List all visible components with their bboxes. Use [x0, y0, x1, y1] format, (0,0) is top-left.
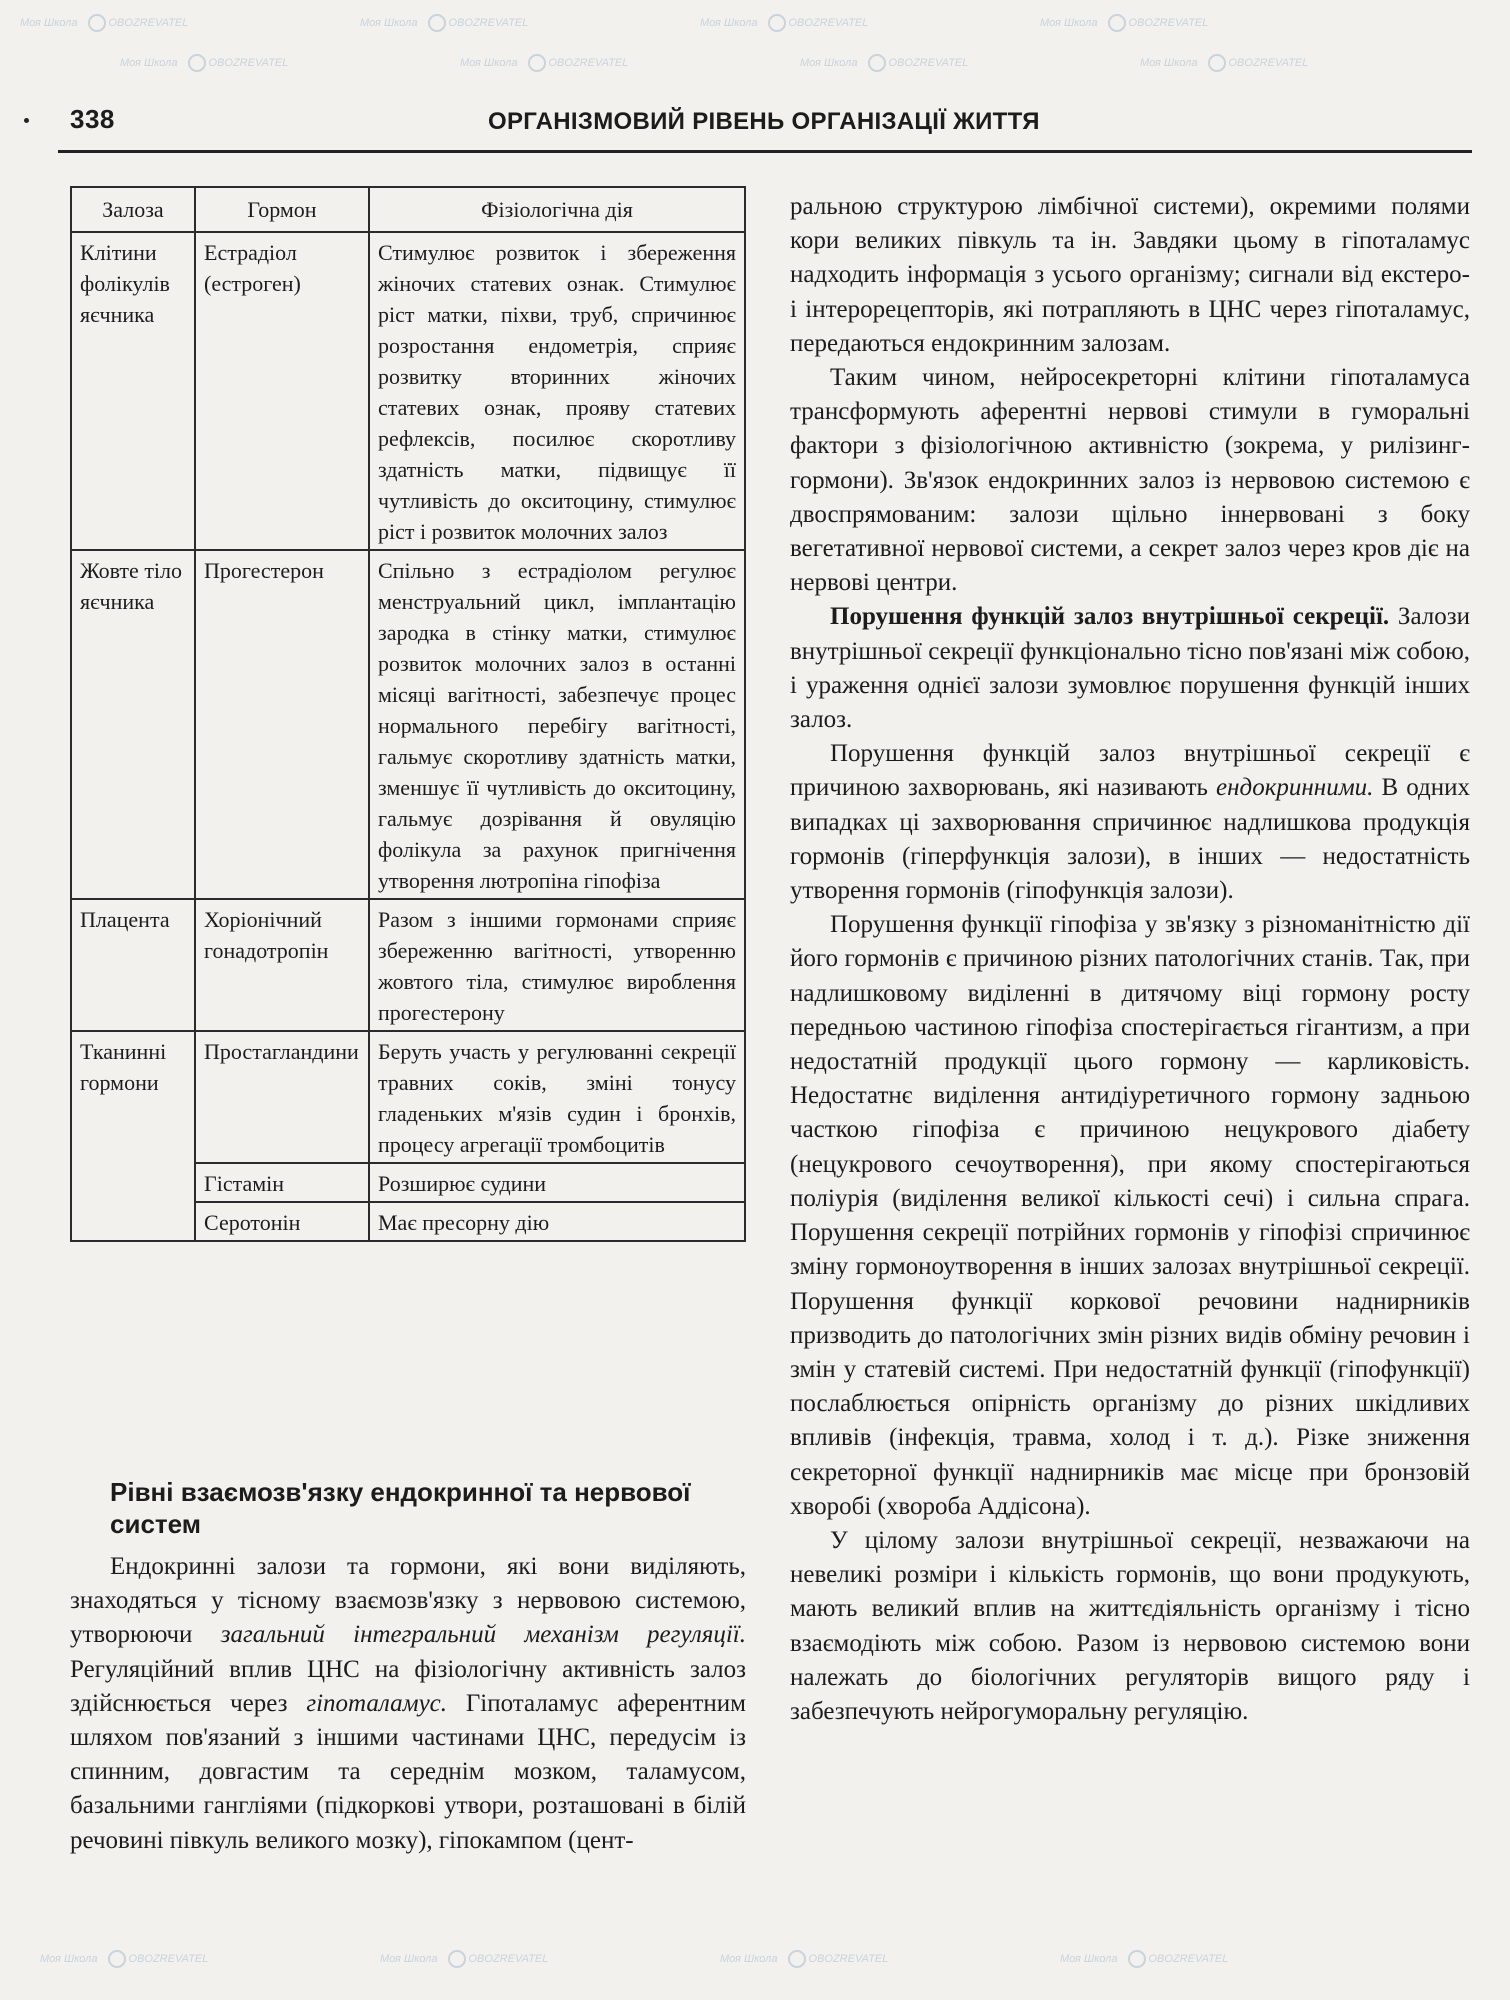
italic-term: загальний інтегральний механізм регуляції. [220, 1621, 746, 1649]
watermark: Моя Школа OBOZREVATEL [1060, 1950, 1228, 1968]
bold-heading: Порушення функцій залоз внутрішньої секреції. [830, 603, 1390, 631]
table-row [71, 1202, 745, 1241]
text-run: Ендокринні залози та гормони, які вони виділяють, знаходяться у тісному взаємозв'язку з нервовою системою, утворюючи [70, 1553, 746, 1649]
italic-term: гіпоталамус. [306, 1689, 448, 1717]
page-header [58, 104, 1472, 146]
action-cell: Має пресорну дію [369, 1202, 745, 1241]
text-run: В одних випадках ці захворювання спричинює надлишкова продукція гормонів (гіперфункція залози), в інших — недостатність утворення гормонів (гіпофункція залози). [790, 774, 1470, 905]
page-number: 338 [70, 104, 115, 134]
text-run: Гіпоталамус аферентним шляхом пов'язаний з іншими частинами ЦНС, передусім із спинним, довгастим та середнім мозком, таламусом, базальними гангліями (підкоркові утвори, розташовані в білій речовині півкуль великого мозку), гіпокампом (цент- [70, 1689, 746, 1854]
paragraph: ральною структурою лімбічної системи), окремими полями кори великих півкуль та ін. Завдяки цьому в гіпоталамус надходить інформація з усього організму; сигнали від екстеро- і інтерорецепторів, які потрапляють в ЦНС через гіпоталамус, передаються ендокринним залозам. [790, 193, 1470, 357]
action-cell: Стимулює розвиток і збереження жіночих статевих ознак. Стимулює ріст матки, піхви, труб, спричинює розростання ендометрія, сприяє розвитку вторинних жіночих статевих ознак, прояву статевих рефлексів, посилює скоротливу здатність матки, підвищує її чутливість до окситоцину, стимулює ріст і розвиток молочних залоз [369, 232, 745, 550]
gland-cell: Плацента [71, 899, 195, 1031]
paragraph [790, 737, 1470, 908]
gland-cell: Клітини фолікулів яєчника [71, 232, 195, 550]
hormone-cell: Серотонін [195, 1202, 369, 1241]
left-column-text [70, 1550, 746, 1858]
column-header: Фізіологічна дія [369, 187, 745, 232]
watermark: Моя Школа OBOZREVATEL [380, 1950, 548, 1968]
bullet-mark [24, 118, 29, 123]
table-row [71, 1163, 745, 1202]
hormone-cell: Прогестерон [195, 550, 369, 899]
hormone-cell: Естрадіол (естроген) [195, 232, 369, 550]
action-cell: Беруть участь у регулюванні секреції травних соків, зміні тонусу гладеньких м'язів судин і бронхів, процесу агрегації тромбоцитів [369, 1031, 745, 1163]
watermark: Моя Школа OBOZREVATEL [360, 14, 528, 32]
watermark: Моя Школа OBOZREVATEL [720, 1950, 888, 1968]
paragraph [790, 600, 1470, 737]
action-cell: Розширює судини [369, 1163, 745, 1202]
paragraph [70, 1550, 746, 1858]
action-cell: Спільно з естрадіолом регулює менструальний цикл, імплантацію зародка в стінку матки, стимулює розвиток молочних залоз в останні місяці вагітності, забезпечує процес нормального перебігу вагітності, гальмує скоротливу здатність матки, зменшує її чутливість до окситоцину, гальмує дозрівання й овуляцію фолікула за рахунок пригнічення утворення лютропіна гіпофіза [369, 550, 745, 899]
hormone-cell: Хоріонічний гонадотропін [195, 899, 369, 1031]
column-header: Гормон [195, 187, 369, 232]
running-head: ОРГАНІЗМОВИЙ РІВЕНЬ ОРГАНІЗАЦІЇ ЖИТТЯ [488, 108, 1040, 135]
section-heading: Рівні взаємозв'язку ендокринної та нервової систем [110, 1477, 691, 1539]
header-rule [58, 150, 1472, 153]
italic-term: ендокринними. [1216, 774, 1374, 802]
watermark: Моя Школа OBOZREVATEL [800, 54, 968, 72]
table-row [71, 550, 745, 899]
table-row [71, 1031, 745, 1163]
text-run: Залози внутрішньої секреції функціонально тісно пов'язані між собою, і ураження однієї залози зумовлює порушення функцій інших залоз. [790, 603, 1470, 734]
watermark: Моя Школа OBOZREVATEL [120, 54, 288, 72]
watermark: Моя Школа OBOZREVATEL [1040, 14, 1208, 32]
gland-cell: Жовте тіло яєчника [71, 550, 195, 899]
column-header: Залоза [71, 187, 195, 232]
watermark: Моя Школа OBOZREVATEL [40, 1950, 208, 1968]
table-row [71, 899, 745, 1031]
watermark: Моя Школа OBOZREVATEL [20, 14, 188, 32]
text-run: Порушення функцій залоз внутрішньої секреції є причиною захворювань, які називають [790, 740, 1470, 802]
text-run: Регуляційний вплив ЦНС на фізіологічну активність залоз здійснюється через [70, 1655, 746, 1717]
paragraph: Таким чином, нейросекреторні клітини гіпоталамуса трансформують аферентні нервові стимули в гуморальні фактори з фізіологічною активністю (зокрема, у рилізинг-гормони). Зв'язок ендокринних залоз із нервовою системою є двоспрямованим: залози щільно іннервовані з боку вегетативної нервової системи, а секрет залоз через кров діє на нервові центри. [790, 364, 1470, 597]
gland-cell: Тканинні гормони [71, 1031, 195, 1163]
right-column-text [790, 190, 1470, 1729]
gland-cell [71, 1202, 195, 1241]
action-cell: Разом з іншими гормонами сприяє збереженню вагітності, утворенню жовтого тіла, стимулює вироблення прогестерону [369, 899, 745, 1031]
gland-cell [71, 1163, 195, 1202]
paragraph: Порушення функції гіпофіза у зв'язку з різноманітністю дії його гормонів є причиною різних патологічних станів. Так, при надлишковому виділенні в дитячому віці гормону росту передньою частиною гіпофіза спостерігається гігантизм, а при недостатній продукції цього гормону — карликовість. Недостатнє виділення антидіуретичного гормону задньою часткою гіпофіза є причиною нецукрового діабету (нецукрового сечоутворення), при якому спостерігаються поліурія (виділення великої кількості сечі) і сильна спрага. Порушення секреції потрійних гормонів у гіпофізі спричинює зміну гормоноутворення в інших залозах внутрішньої секреції. Порушення функції коркової речовини наднирників призводить до патологічних змін різних видів обміну речовин і змін у статевій системі. При недостатній функції (гіпофункції) послаблюється опірність організму до різних шкідливих впливів (інфекція, травма, холод і т. д.). Різке зниження секреторної функції наднирників має місце при бронзовій хворобі (хвороба Аддісона). [790, 911, 1470, 1520]
watermark: Моя Школа OBOZREVATEL [460, 54, 628, 72]
watermark: Моя Школа OBOZREVATEL [700, 14, 868, 32]
paragraph: У цілому залози внутрішньої секреції, незважаючи на невеликі розміри і кількість гормонів, що вони продукують, мають великий вплив на життєдіяльність організму і тісно взаємодіють між собою. Разом із нервовою системою вони належать до біологічних регуляторів вищого ряду і забезпечують нейрогуморальну регуляцію. [790, 1526, 1470, 1725]
table-header-row [71, 187, 745, 232]
hormone-cell: Простагландини [195, 1031, 369, 1163]
table-row [71, 232, 745, 550]
hormone-cell: Гістамін [195, 1163, 369, 1202]
watermark: Моя Школа OBOZREVATEL [1140, 54, 1308, 72]
hormones-table [70, 186, 746, 1242]
